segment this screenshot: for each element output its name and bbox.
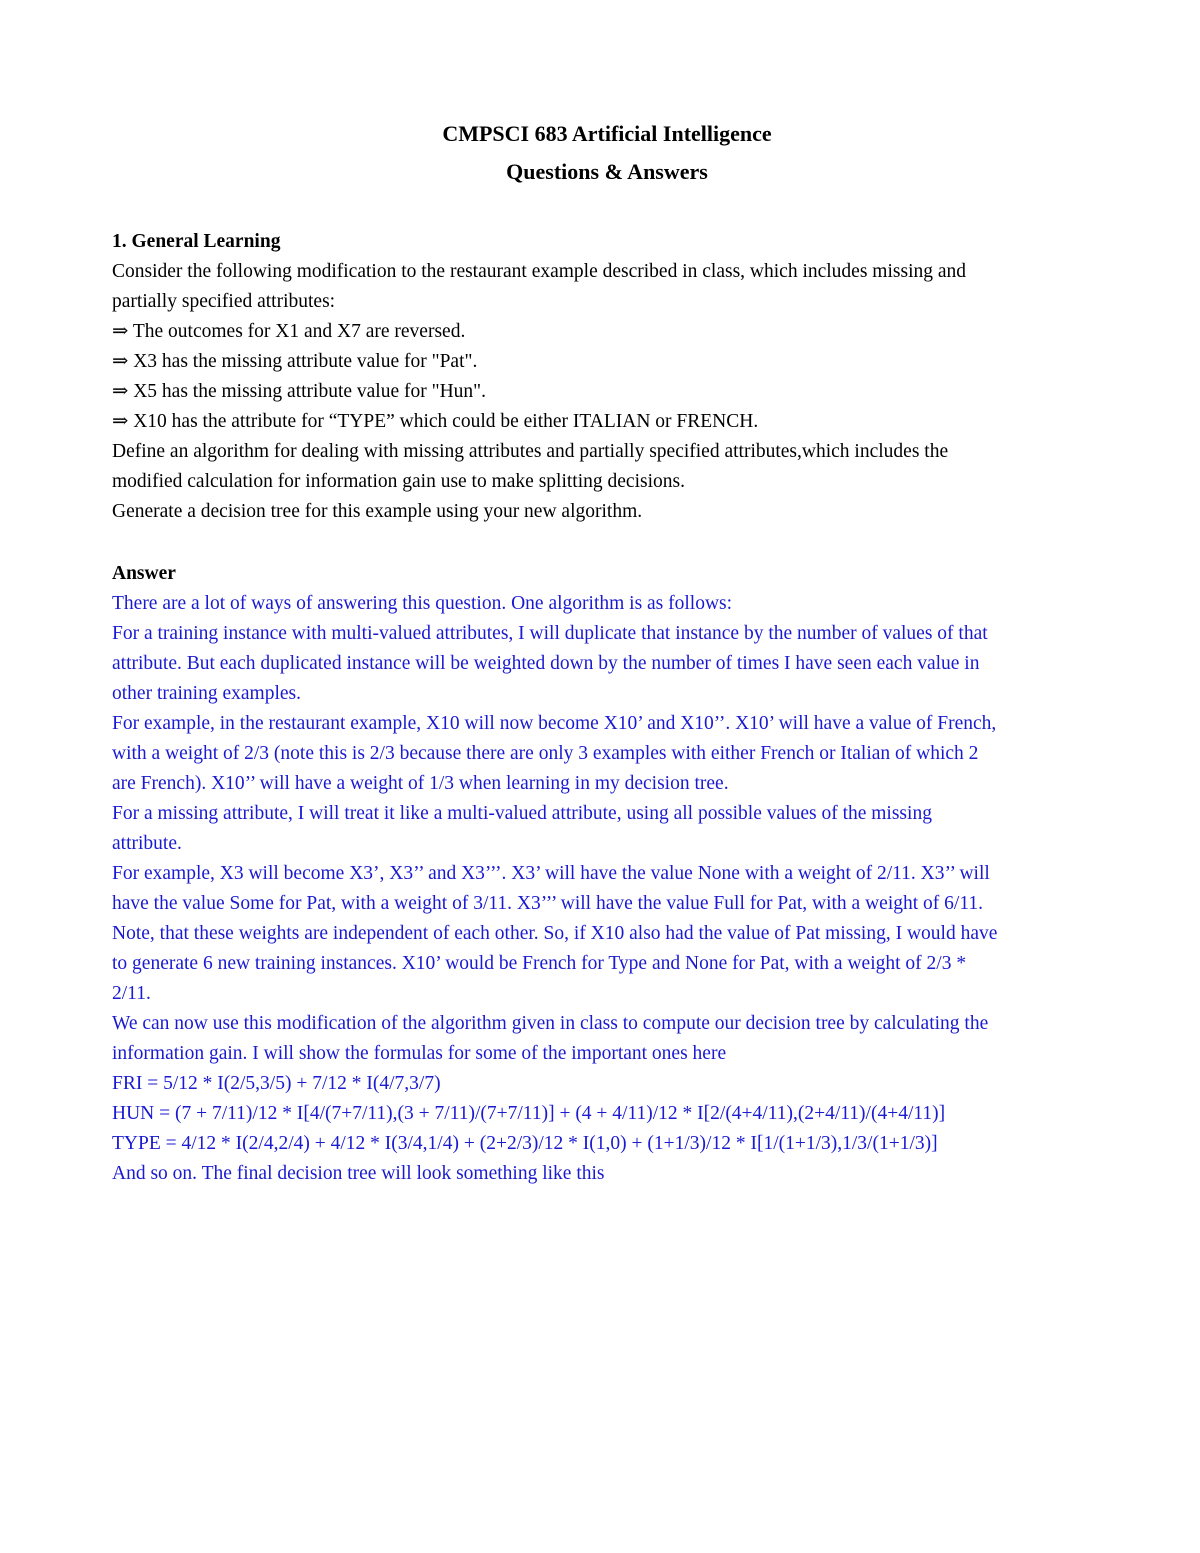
answer-line: And so on. The final decision tree will look something like this bbox=[112, 1163, 605, 1184]
question-line: ⇒ X3 has the missing attribute value for "Pat". bbox=[112, 351, 478, 372]
answer-line: other training examples. bbox=[112, 683, 301, 704]
question-line: ⇒ X5 has the missing attribute value for "Hun". bbox=[112, 381, 486, 402]
spacer bbox=[112, 191, 1102, 227]
answer-body bbox=[112, 589, 1102, 1189]
answer-line: to generate 6 new training instances. X10’ would be French for Type and None for Pat, with a weight of 2/3 * bbox=[112, 953, 967, 974]
answer-line: attribute. But each duplicated instance will be weighted down by the number of times I have seen each value in bbox=[112, 653, 980, 674]
answer-line: have the value Some for Pat, with a weight of 3/11. X3’’’ will have the value Full for Pat, with a weight of 6/11. bbox=[112, 893, 983, 914]
answer-line: For example, X3 will become X3’, X3’’ and X3’’’. X3’ will have the value None with a weight of 2/11. X3’’ will bbox=[112, 863, 990, 884]
formula-hun: HUN = (7 + 7/11)/12 * I[4/(7+7/11),(3 + 7/11)/(7+7/11)] + (4 + 4/11)/12 * I[2/(4+4/11),(2+4/11)/(4+4/11)] bbox=[112, 1103, 946, 1124]
answer-line: For a training instance with multi-valued attributes, I will duplicate that instance by the number of values of that bbox=[112, 623, 988, 644]
question-line: Generate a decision tree for this example using your new algorithm. bbox=[112, 501, 643, 522]
formula-type: TYPE = 4/12 * I(2/4,2/4) + 4/12 * I(3/4,1/4) + (2+2/3)/12 * I(1,0) + (1+1/3)/12 * I[1/(1+1/3),1/3/(1+1/3)] bbox=[112, 1133, 938, 1154]
question-line: ⇒ The outcomes for X1 and X7 are reversed. bbox=[112, 321, 466, 342]
document-title: CMPSCI 683 Artificial Intelligence bbox=[442, 121, 772, 146]
answer-line: We can now use this modification of the algorithm given in class to compute our decision tree by calculating the bbox=[112, 1013, 989, 1034]
answer-line: Note, that these weights are independent of each other. So, if X10 also had the value of Pat missing, I would have bbox=[112, 923, 998, 944]
answer-line: For example, in the restaurant example, X10 will now become X10’ and X10’’. X10’ will have a value of French, bbox=[112, 713, 997, 734]
question-line: ⇒ X10 has the attribute for “TYPE” which could be either ITALIAN or FRENCH. bbox=[112, 411, 759, 432]
answer-heading: Answer bbox=[112, 563, 176, 584]
question-line: partially specified attributes: bbox=[112, 291, 336, 312]
answer-line: For a missing attribute, I will treat it like a multi-valued attribute, using all possible values of the missing bbox=[112, 803, 932, 824]
question-line: modified calculation for information gain use to make splitting decisions. bbox=[112, 471, 685, 492]
question-line: Consider the following modification to the restaurant example described in class, which includes missing and bbox=[112, 261, 967, 282]
answer-line: with a weight of 2/3 (note this is 2/3 because there are only 3 examples with either French or Italian of which 2 bbox=[112, 743, 979, 764]
question-heading: 1. General Learning bbox=[112, 231, 281, 252]
spacer bbox=[112, 527, 1102, 559]
answer-line: attribute. bbox=[112, 833, 182, 854]
question-line: Define an algorithm for dealing with missing attributes and partially specified attributes,which includes the bbox=[112, 441, 949, 462]
answer-line: 2/11. bbox=[112, 983, 151, 1004]
answer-line: There are a lot of ways of answering this question. One algorithm is as follows: bbox=[112, 593, 733, 614]
answer-line: are French). X10’’ will have a weight of 1/3 when learning in my decision tree. bbox=[112, 773, 729, 794]
question-body bbox=[112, 257, 1102, 527]
formula-fri: FRI = 5/12 * I(2/5,3/5) + 7/12 * I(4/7,3/7) bbox=[112, 1073, 441, 1094]
document-content bbox=[112, 115, 1102, 1189]
answer-line: information gain. I will show the formulas for some of the important ones here bbox=[112, 1043, 727, 1064]
document-subtitle: Questions & Answers bbox=[506, 159, 708, 184]
